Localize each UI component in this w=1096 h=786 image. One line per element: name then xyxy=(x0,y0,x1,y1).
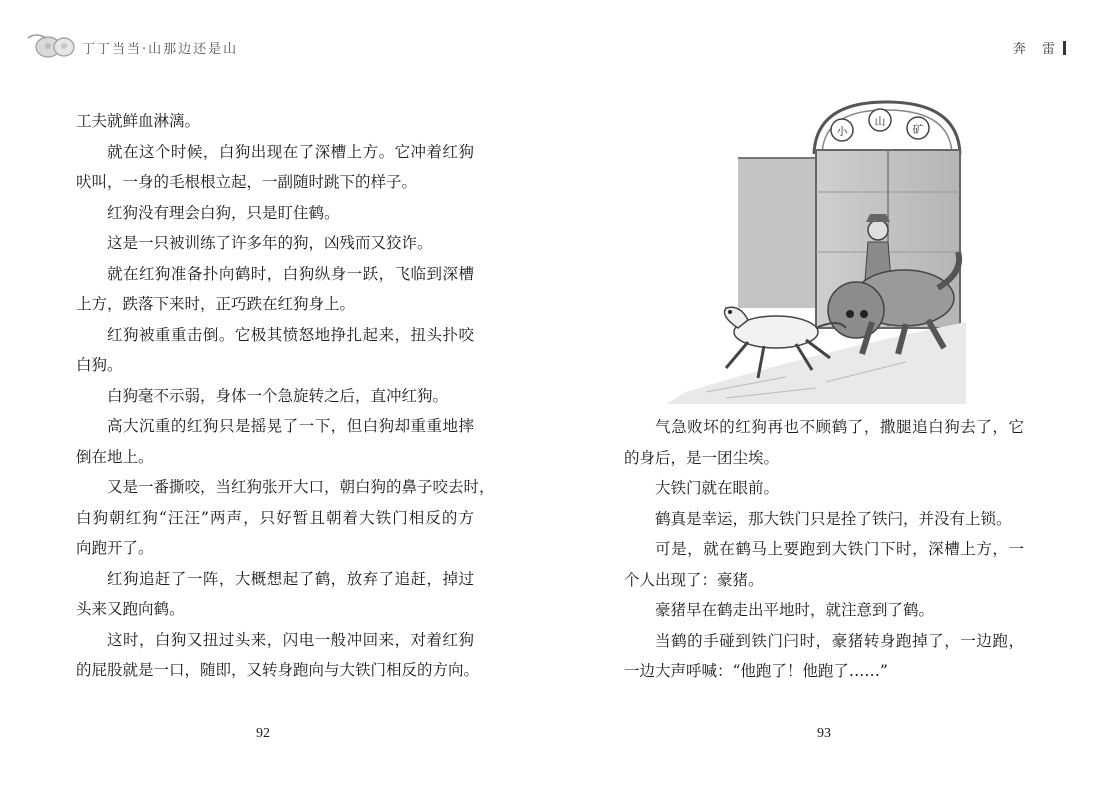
text-line: 这时，白狗又扭过头来，闪电一般冲回来，对着红狗 xyxy=(107,630,474,649)
text-line: 豪猪早在鹤走出平地时，就注意到了鹤。 xyxy=(655,601,935,619)
gate-and-dogs-illustration xyxy=(666,92,966,404)
text-line: 红狗没有理会白狗，只是盯住鹤。 xyxy=(107,203,340,222)
svg-text:小: 小 xyxy=(836,125,848,138)
chapter-bar-icon xyxy=(1063,41,1066,55)
chapter-title-text: 奔 雷 xyxy=(1012,42,1061,57)
text-line: 白狗朝红狗“汪汪”两声，只好暂且朝着大铁门相反的方 xyxy=(76,508,474,527)
text-line: 白狗。 xyxy=(76,356,123,374)
text-line: 白狗毫不示弱，身体一个急旋转之后，直冲红狗。 xyxy=(107,386,449,405)
page-number: 92 xyxy=(256,726,270,741)
text-line: 倒在地上。 xyxy=(76,447,154,466)
text-line: 就在红狗准备扑向鹤时，白狗纵身一跃，飞临到深槽 xyxy=(107,264,474,283)
text-line: 大铁门就在眼前。 xyxy=(655,479,780,497)
text-line: 红狗被重重击倒。它极其愤怒地挣扎起来，扭头扑咬 xyxy=(107,325,474,344)
text-line: 鹤真是幸运，那大铁门只是拴了铁闩，并没有上锁。 xyxy=(655,509,1012,528)
text-line: 又是一番撕咬，当红狗张开大口，朝白狗的鼻子咬去时， xyxy=(107,478,495,496)
text-line: 头来又跑向鹤。 xyxy=(76,600,185,618)
series-title: 丁丁当当·山那边还是山 xyxy=(82,42,239,57)
text-line: 的屁股就是一口，随即，又转身跑向与大铁门相反的方向。 xyxy=(76,661,480,679)
text-line: 向跑开了。 xyxy=(76,539,154,557)
text-line: 气急败坏的红狗再也不顾鹤了，撒腿追白狗去了，它 xyxy=(655,418,1024,436)
left-page-body xyxy=(76,106,495,686)
text-line: 吠叫，一身的毛根根立起，一副随时跳下的样子。 xyxy=(76,173,418,191)
page-number: 93 xyxy=(817,726,831,741)
text-line: 高大沉重的红狗只是摇晃了一下，但白狗却重重地摔 xyxy=(107,417,474,435)
gourd-logo-icon xyxy=(26,30,82,60)
svg-text:山: 山 xyxy=(874,115,886,128)
svg-text:矿: 矿 xyxy=(912,123,924,136)
right-page xyxy=(548,0,1096,786)
text-line: 就在这个时候，白狗出现在了深槽上方。它冲着红狗 xyxy=(107,142,474,161)
text-line: 这是一只被训练了许多年的狗，凶残而又狡诈。 xyxy=(107,234,433,252)
text-line: 当鹤的手碰到铁门闩时，豪猪转身跑掉了，一边跑， xyxy=(655,631,1024,650)
chapter-title xyxy=(1013,38,1066,57)
text-line: 红狗追赶了一阵，大概想起了鹤，放弃了追赶，掉过 xyxy=(107,569,474,588)
text-line: 一边大声呼喊：“他跑了！他跑了……” xyxy=(624,662,888,680)
text-line: 上方，跌落下来时，正巧跌在红狗身上。 xyxy=(76,295,356,313)
text-line: 工夫就鲜血淋漓。 xyxy=(76,112,201,130)
text-line: 的身后，是一团尘埃。 xyxy=(624,448,780,467)
right-page-body xyxy=(624,412,1024,687)
text-line: 可是，就在鹤马上要跑到大铁门下时，深槽上方，一 xyxy=(655,540,1024,558)
text-line: 个人出现了：豪猪。 xyxy=(624,570,764,589)
